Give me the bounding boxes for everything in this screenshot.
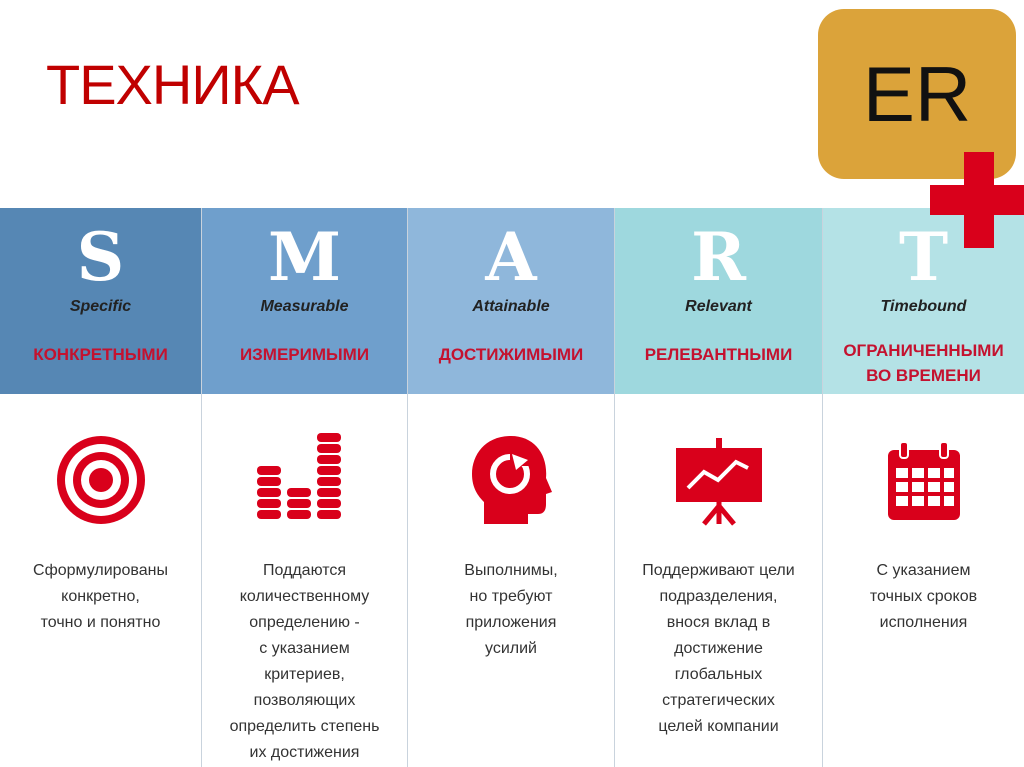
coin-stacks-icon [202,430,407,522]
page-title: ТЕХНИКА [46,53,299,116]
smart-table [0,208,1024,767]
smart-letter: R [691,218,746,296]
russian-term: ИЗМЕРИМЫМИ [239,345,370,364]
column-description: Поддерживают цели подразделения, внося вклад в достижение глобальных стратегических целей компании [642,562,795,735]
russian-term: РЕЛЕВАНТНЫМИ [644,345,793,364]
smart-column-s [0,208,202,767]
head-refresh-icon [408,430,614,530]
calendar-icon [823,440,1024,540]
russian-term: ОГРАНИЧЕННЫМИ ВО ВРЕМЕНИ [843,341,1004,385]
column-description: Поддаются количественному определению - с указанием критериев, позволяющих определить степень их достижения [229,562,380,761]
english-term: Attainable [472,298,550,315]
smart-column-t [823,208,1024,767]
russian-term: КОНКРЕТНЫМИ [33,345,168,364]
column-header [615,208,822,394]
smart-column-r [615,208,823,767]
smart-letter: A [485,218,537,296]
english-term: Timebound [880,298,967,315]
target-icon [0,430,201,530]
column-header [202,208,407,394]
smart-column-a [408,208,615,767]
column-header [408,208,614,394]
er-badge-label: ER [862,49,972,138]
smart-letter: S [76,218,125,296]
russian-term: ДОСТИЖИМЫМИ [438,345,584,364]
english-term: Measurable [260,298,349,315]
column-description: Сформулированы конкретно, точно и понятно [33,562,168,631]
column-description: Выполнимы, но требуют приложения усилий [464,562,558,657]
english-term: Specific [69,298,132,315]
smart-column-m [202,208,408,767]
column-header [0,208,201,394]
english-term: Relevant [685,298,752,315]
column-description: С указанием точных сроков исполнения [869,562,978,631]
chart-board-icon [615,438,822,538]
plus-icon [930,152,1024,248]
smart-letter: M [267,218,342,296]
smart-letter: T [898,218,949,296]
